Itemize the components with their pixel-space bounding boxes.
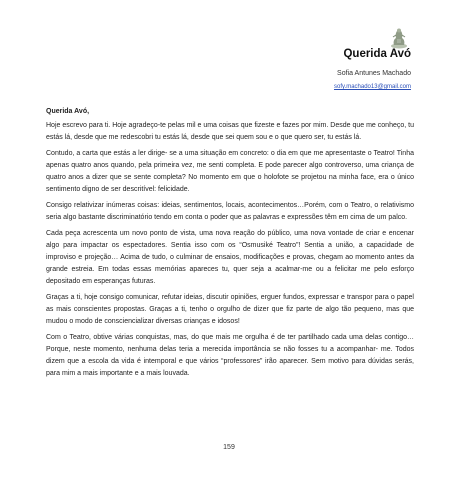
- author-name: Sofia Antunes Machado: [337, 70, 411, 77]
- crest-figure-icon: [388, 26, 410, 50]
- letter-paragraph: Cada peça acrescenta um novo ponto de vista, uma nova reação do público, uma nova vontade de criar e encenar algo para impactar os espectadores. Sentia isso com os “Osmusiké Teatro”! Sentia a união, a capacidade de improviso e projeção… Acima de tudo, o culminar de ensaios, modificações e provas, chegam ao momento antes da grande estreia. Em todas essas memórias apareces tu, quer seja a acalmar-me ou a felicitar me pelo esforço depositado em esperanças futuras.: [46, 230, 414, 285]
- document-title: Querida Avó: [343, 48, 411, 60]
- letter-salutation: Querida Avó,: [46, 108, 90, 115]
- letter-paragraph: Contudo, a carta que estás a ler dirige- se a uma situação em concreto: o dia em que me apresentaste o Teatro! Tinha apenas quatro anos quando, pela primeira vez, me senti completa. E pode parecer algo controverso, uma criança de quatro anos a dizer que se sente completa? No momento em que o holofote se projetou na minha face, era o único sentimento digno de ser descritível: felicidade.: [46, 150, 414, 193]
- letter-paragraph: Graças a ti, hoje consigo comunicar, refutar ideias, discutir opiniões, erguer fundos, expressar e transpor para o papel as mais conscientes propostas. Graças a ti, tenho o orgulho de dizer que fiz parte de algo tão pequeno, mas que mudou o modo de consciencializar diversas crianças e idosos!: [46, 294, 414, 325]
- page-number: 159: [223, 444, 235, 451]
- letter-paragraph: Consigo relativizar inúmeras coisas: ideias, sentimentos, locais, acontecimentos…Porém, com o Teatro, o relativismo seria algo bastante discriminatório tendo em conta o poder que as palavras e expressões têm em cima de um palco.: [46, 202, 414, 221]
- letter-body: [46, 106, 414, 384]
- author-email-link[interactable]: sofy.machado13@gmail.com: [333, 84, 411, 90]
- letter-paragraph: Hoje escrevo para ti. Hoje agradeço-te pelas mil e uma coisas que fizeste e fazes por mim. Desde que me conheço, tu estás lá, desde que me redescobri tu estás lá, desde que sei quem sou e o que quero ser, tu estás lá.: [46, 122, 414, 141]
- letter-paragraph: Com o Teatro, obtive várias conquistas, mas, do que mais me orgulha é de ter partilhado cada uma delas contigo… Porque, neste momento, nenhuma delas teria a merecida importância se não fosses tu a acompanhar- me. Todos dizem que a escola da vida é intemporal e que vários “professores” irão aparecer. Sem motivo para dúvidas serás, para mim a mais importante e a mais louvada.: [46, 334, 414, 377]
